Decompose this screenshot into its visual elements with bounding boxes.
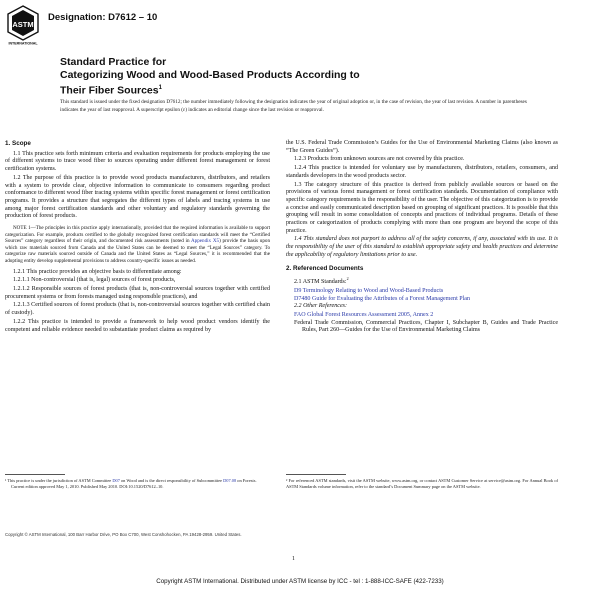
scope-heading: 1. Scope — [5, 140, 31, 147]
footnote-1-edition: Current edition approved May 1, 2010. Published May 2010. DOI:10.1520/D7612–10. — [11, 483, 164, 489]
issuance-note: This standard is issued under the fixed designation D7612; the number immediately following the designation indicates the year of original adoption or, in the case of revision, the year of last revision. A number in parentheses indicates the year of last reapproval. A superscript epsilon (ε) indicates an editorial change since the last revision or reapproval. — [60, 99, 527, 113]
footnote-1-text-c: on Forests. — [236, 478, 257, 483]
reference-fao[interactable]: FAO Global Forest Resources Assessment 2005, Annex 2 — [294, 312, 434, 319]
paragraph-1-2-1-3: 1.2.1.3 Certified sources of forest products (that is, non-controversial sources together with certified chain of custody). — [5, 302, 270, 317]
title-line-3 — [60, 82, 530, 98]
astm-standards-footnote-mark: 2 — [346, 276, 349, 282]
copyright-notice: Copyright © ASTM International, 100 Barr Harbor Drive, PO Box C700, West Conshohocken, PA 19428-2959. United States. — [5, 532, 242, 537]
logo-text: ASTM — [12, 20, 34, 29]
license-notice: Copyright ASTM International. Distributed under ASTM license by ICC - tel : 1-888-ICC-SAFE (422-7233) — [156, 578, 444, 585]
reference-d7480-title: Guide for Evaluating the Attributes of a Forest Management Plan — [311, 295, 471, 302]
designation: Designation: D7612 – 10 — [48, 12, 158, 23]
paragraph-1-2-1: 1.2.1 This practice provides an objective basis to differentiate among: — [13, 268, 182, 275]
referenced-documents-heading: 2. Referenced Documents — [286, 264, 364, 272]
astm-logo — [6, 5, 40, 45]
page-number: 1 — [292, 556, 295, 562]
logo-subtext: INTERNATIONAL — [8, 41, 38, 45]
note-1-text-b: ) provide the basis upon which raw materials sourced from Canada and the United States can be deemed to meet the “Legal Sources” category. To categorize raw materials sourced outside of Canada and the United States as “Legal Sources,” it is recommended that the adopting entity develop supplemental provisions to address country-specific issues as needed. — [5, 238, 270, 264]
paragraph-2-1 — [286, 275, 558, 287]
title-line-3-text: Their Fiber Sources — [60, 84, 159, 97]
note-1 — [5, 225, 270, 265]
paragraph-1-2: 1.2 The purpose of this practice is to provide wood products manufacturers, distributors, and retailers with a system to provide clear, objective information to communicate to consumers regarding product conformance to different wood fiber tracing systems within specific forest management or forest certification programs. It provides a structure that segregates the different types of labels and tracing systems in use among major forest certification standards and other voluntary and regulatory standards governing the production of forest products. — [5, 174, 270, 220]
footnote-2: ² For referenced ASTM standards, visit the ASTM website, www.astm.org, or contact ASTM Customer Service at service@astm.org. For Annual Book of ASTM Standards volume information, refer to the standard’s Document Summary page on the ASTM website. — [286, 478, 558, 489]
paragraph-2-1-text: 2.1 ASTM Standards: — [294, 279, 347, 286]
note-1-text-a: NOTE 1—The principles in this practice apply internationally, provided that the required information is available to support categorization. For example, products certified to the globally recognized forest certification standards will meet the “Certified Sources” category regardless of their origin, and documented risk assessments (noted in — [5, 225, 270, 245]
title-line-1: Standard Practice for — [60, 56, 167, 68]
appendix-x5-link[interactable]: Appendix X5 — [190, 238, 220, 245]
astm-logo-icon — [6, 5, 40, 45]
right-column — [286, 140, 558, 335]
reference-d9-title: Terminology Relating to Wood and Wood-Based Products — [302, 287, 444, 294]
reference-d9-link[interactable]: D9 — [294, 287, 302, 294]
paragraph-1-2-1-1: 1.2.1.1 Non-controversial (that is, legal) sources of forest products, — [13, 277, 176, 284]
reference-ftc: Federal Trade Commission, Commercial Practices, Chapter I, Subchapter B, Guides and Trade Practice Rules, Part 260—Guides for the Use of Environmental Marketing Claims — [294, 319, 558, 334]
paragraph-1-4: 1.4 This standard does not purport to address all of the safety concerns, if any, associated with its use. It is the responsibility of the user of this standard to establish appropriate safety and health practices and determine the applicability of regulatory limitations prior to use. — [286, 236, 558, 258]
left-column — [5, 140, 270, 335]
paragraph-1-3: 1.3 The category structure of this practice is derived from publicly available sources or based on the provisions of various forest management or forest certification standards. Documentation of compliance with specific category requirements is the responsibility of the user. The objective of this categorization is to provide a concise and easily communicated description based on grouping of significant practices. It is possible that this grouping will result in some consolidation of concepts and practices of individual programs. Details of these practices or categorization of products complying with more than one program are beyond the scope of this practice. — [286, 181, 558, 234]
document-title — [60, 56, 530, 98]
title-line-2: Categorizing Wood and Wood-Based Products According to — [60, 69, 360, 81]
subcommittee-d07-08-link[interactable]: D07.08 — [223, 478, 237, 483]
paragraph-continued: the U.S. Federal Trade Commission’s Guides for the Use of Environmental Marketing Claims (also known as “The Green Guides”). — [286, 140, 558, 154]
paragraph-1-1: 1.1 This practice sets forth minimum criteria and evaluation requirements for products employing the use of different systems to trace wood fiber to sources operating under different forest management or forest certification systems. — [5, 150, 270, 173]
footnote-1-text-a: ¹ This practice is under the jurisdiction of ASTM Committee — [5, 478, 113, 483]
paragraph-1-2-1-2: 1.2.1.2 Responsible sources of forest products (that is, non-controversial sources together with certified procurement systems or from forests managed using responsible practices), and — [5, 286, 270, 300]
footnote-rule-left — [5, 474, 65, 475]
reference-d7480-link[interactable]: D7480 — [294, 295, 311, 302]
footnote-rule-right — [286, 474, 346, 475]
footnote-1 — [5, 478, 270, 489]
paragraph-1-2-2: 1.2.2 This practice is intended to provide a framework to help wood product vendors identify the competent and reliable evidence needed to substantiate product claims as required by — [5, 318, 270, 333]
committee-d07-link[interactable]: D07 — [112, 478, 120, 483]
paragraph-1-2-4: 1.2.4 This practice is intended for voluntary use by manufacturers, distributors, retailers, consumers, and standards developers in the wood products sector. — [286, 165, 558, 179]
paragraph-1-2-3: 1.2.3 Products from unknown sources are not covered by this practice. — [294, 156, 465, 163]
footnote-1-text-b: on Wood and is the direct responsibility of Subcommittee — [119, 478, 224, 483]
title-footnote-mark: 1 — [158, 85, 162, 91]
paragraph-2-2: 2.2 Other References: — [294, 303, 348, 310]
reference-d9 — [294, 288, 558, 296]
